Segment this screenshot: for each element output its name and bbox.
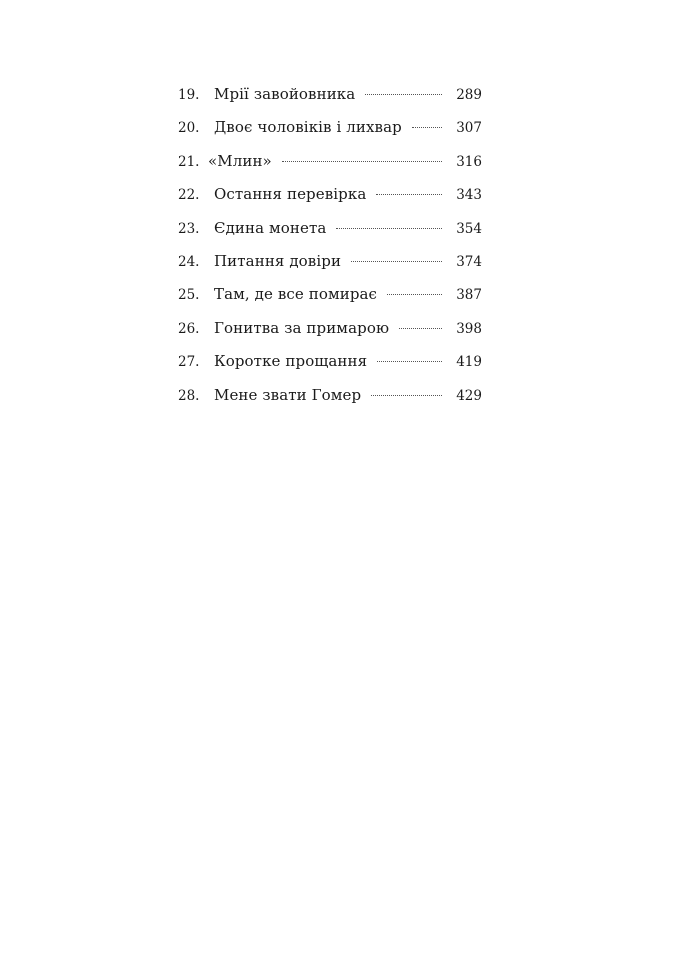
toc-entry[interactable] <box>178 349 482 382</box>
page-number: 374 <box>456 253 482 270</box>
chapter-title: Там, де все помирає <box>214 285 378 304</box>
chapter-title: «Млин» <box>208 151 272 170</box>
toc-entry[interactable] <box>178 82 482 115</box>
chapter-number: 21. <box>178 153 200 170</box>
chapter-number: 20. <box>178 120 200 137</box>
chapter-number: 26. <box>178 320 200 337</box>
chapter-title: Двоє чоловіків і лихвар <box>214 118 402 137</box>
page-number: 387 <box>456 287 482 304</box>
page-number: 289 <box>456 87 482 103</box>
chapter-title: Єдина монета <box>214 218 327 237</box>
chapter-title: Питання довіри <box>214 251 342 270</box>
chapter-title: Коротке прощання <box>214 352 368 371</box>
chapter-number: 23. <box>178 220 200 237</box>
toc-entry[interactable] <box>178 316 482 349</box>
dot-leader <box>371 395 442 396</box>
dot-leader <box>282 161 442 162</box>
chapter-number: 25. <box>178 287 200 304</box>
toc-entry[interactable] <box>178 383 482 416</box>
dot-leader <box>399 328 442 329</box>
toc-entry[interactable] <box>178 216 482 249</box>
chapter-number: 27. <box>178 354 200 371</box>
toc-entry[interactable] <box>178 149 482 182</box>
dot-leader <box>351 261 442 262</box>
dot-leader <box>387 294 442 295</box>
page-number: 354 <box>456 220 482 237</box>
page-number: 316 <box>456 153 482 170</box>
chapter-title: Остання перевірка <box>214 185 367 204</box>
page-number: 307 <box>456 120 482 137</box>
toc-entry[interactable] <box>178 182 482 215</box>
chapter-title: Мене звати Гомер <box>214 385 362 404</box>
chapter-number: 24. <box>178 253 200 270</box>
page-number: 419 <box>456 354 482 371</box>
dot-leader <box>336 228 442 229</box>
toc-entry[interactable] <box>178 282 482 315</box>
toc-entry[interactable] <box>178 249 482 282</box>
dot-leader <box>365 94 442 95</box>
table-of-contents <box>178 82 482 416</box>
chapter-title: Мрії завойовника <box>214 85 356 103</box>
chapter-title: Гонитва за примарою <box>214 318 390 337</box>
chapter-number: 22. <box>178 187 200 204</box>
dot-leader <box>377 361 442 362</box>
page-number: 429 <box>456 387 482 404</box>
toc-entry[interactable] <box>178 115 482 148</box>
chapter-number: 19. <box>178 87 200 103</box>
page-number: 343 <box>456 187 482 204</box>
dot-leader <box>376 194 442 195</box>
page-number: 398 <box>456 320 482 337</box>
dot-leader <box>412 127 442 128</box>
chapter-number: 28. <box>178 387 200 404</box>
